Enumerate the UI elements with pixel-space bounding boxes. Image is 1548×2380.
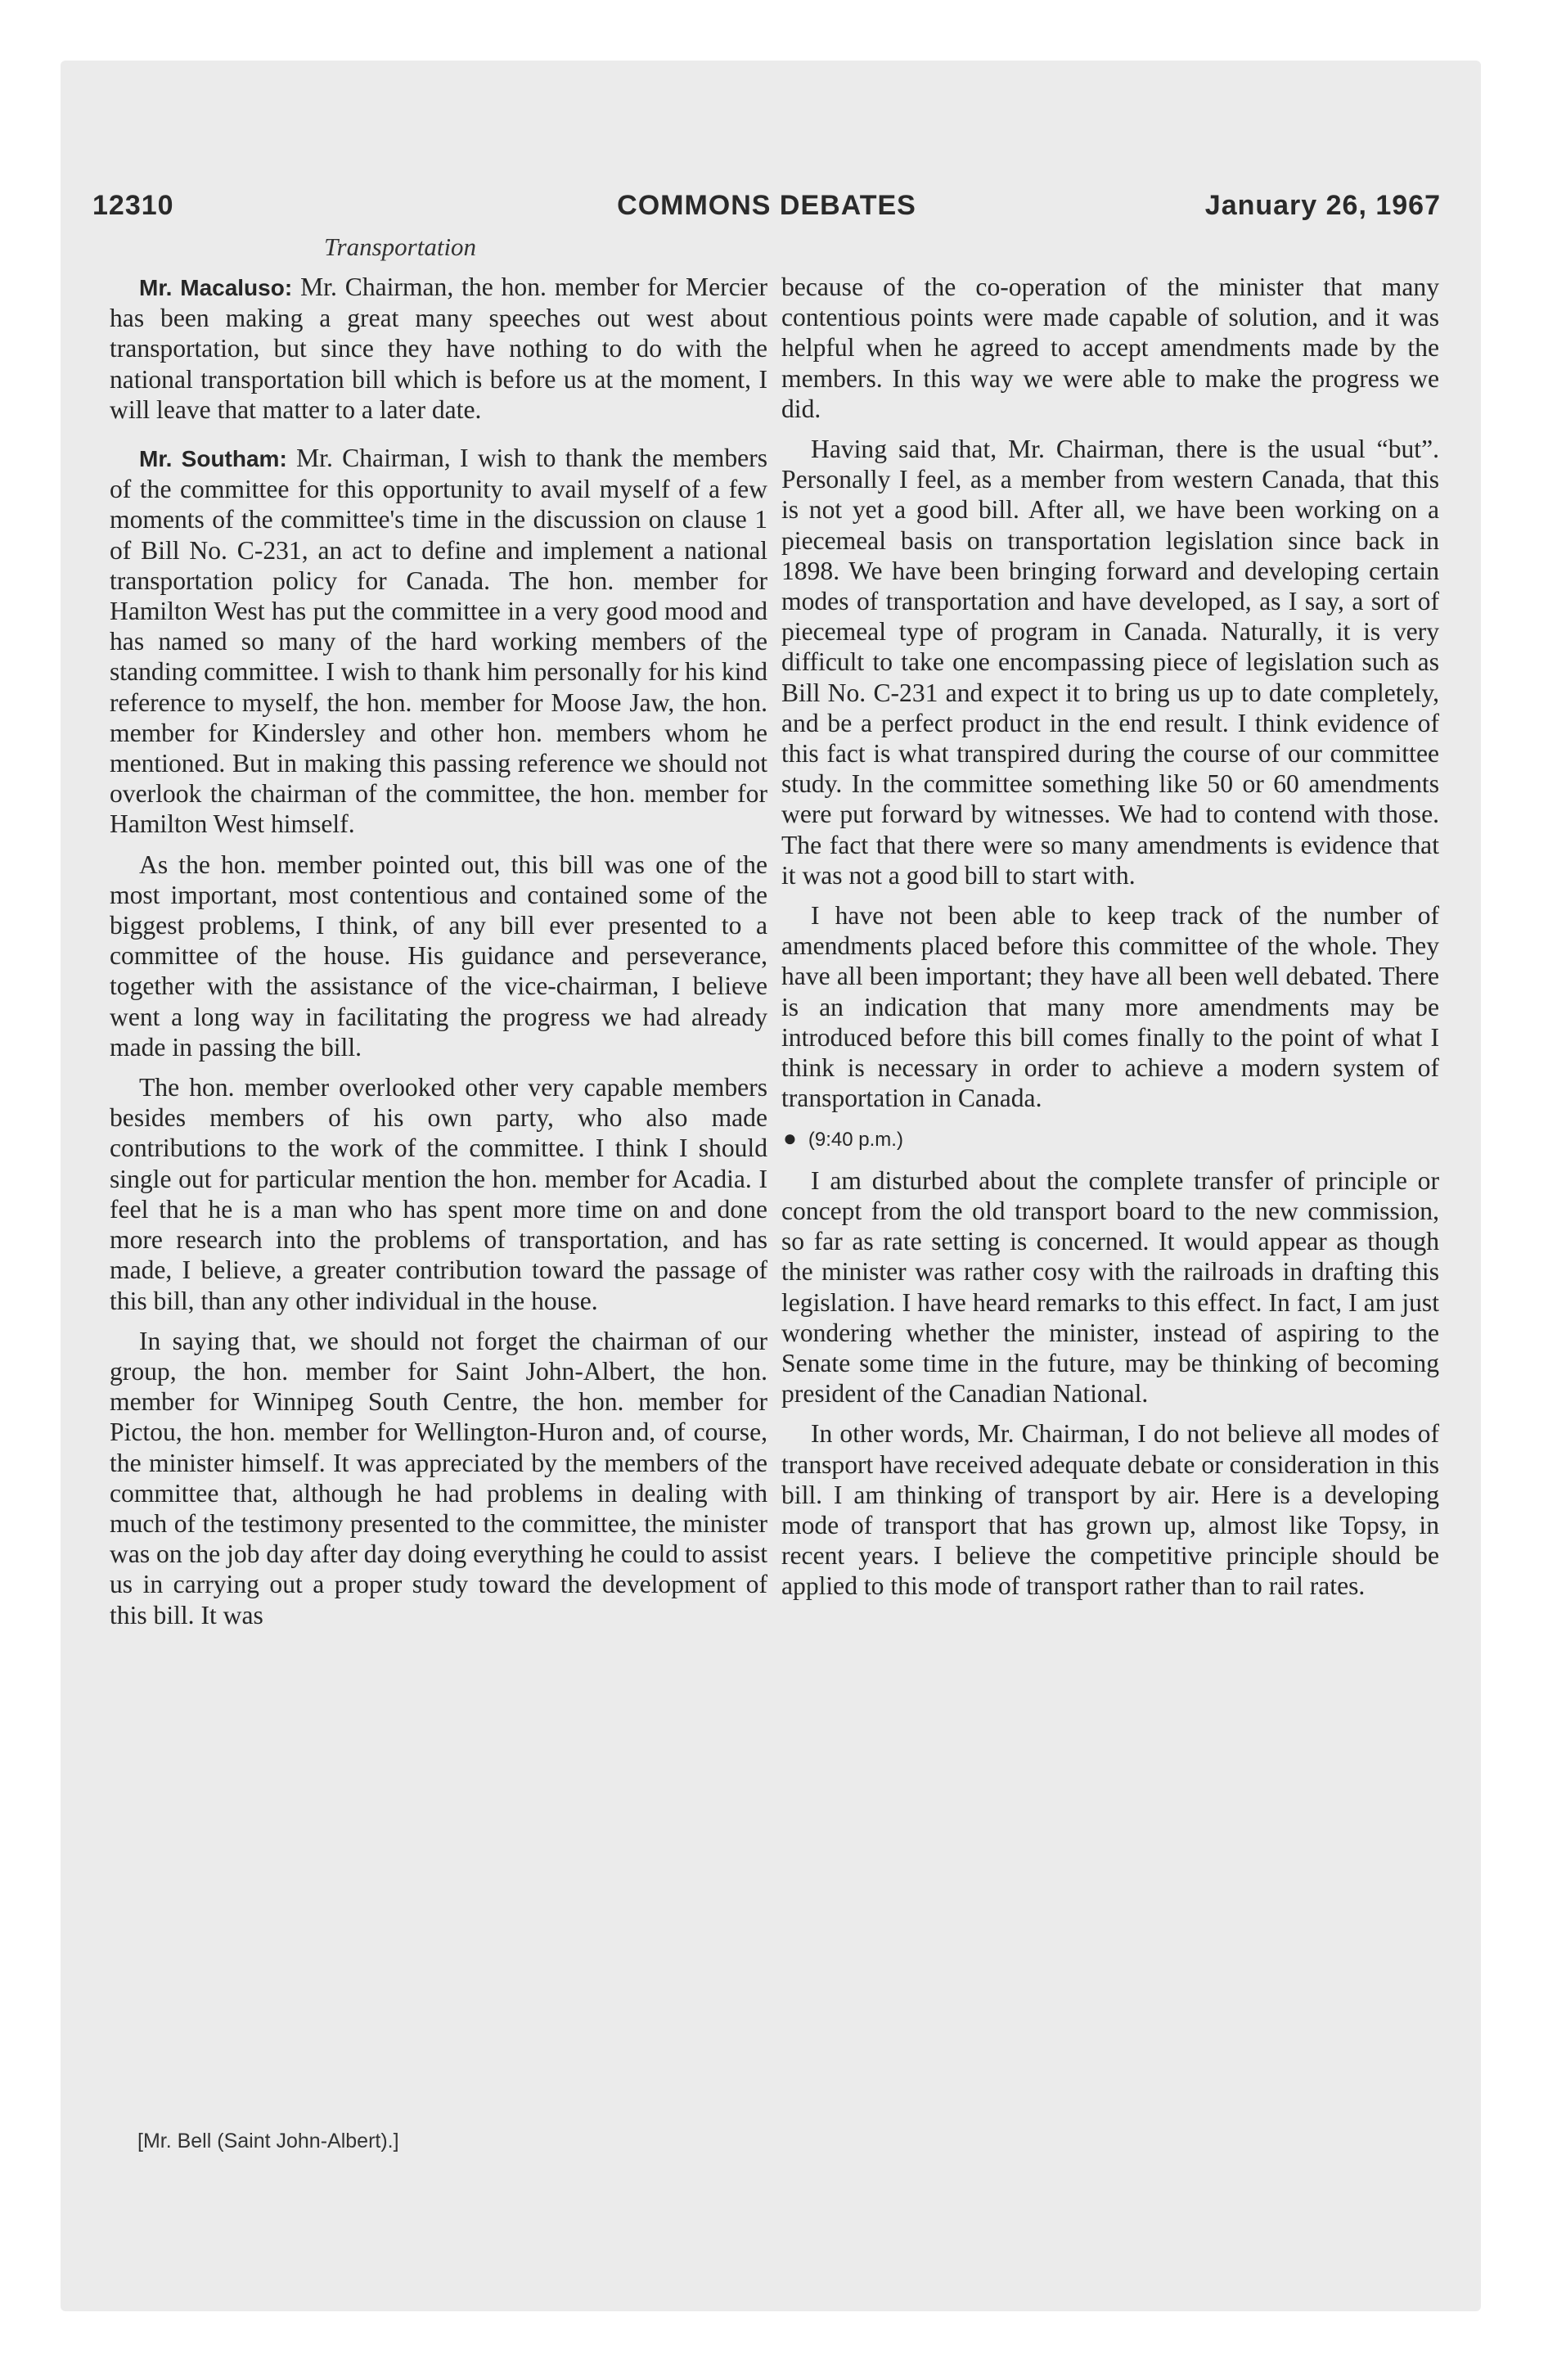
time-marker [781, 1123, 1439, 1155]
paragraph [781, 1418, 1439, 1601]
paragraph-text: In saying that, we should not forget the chairman of our group, the hon. member for Saint John-Albert, the hon. member for Winnipeg South Centre, the hon. member for Pictou, the hon. member for Wellington-Huron and, of course, the minister himself. It was appreciated by the members of the committee that, although he had problems in dealing with much of the testimony presented to the committee, the minister was on the job day after day doing everything he could to assist us in carrying out a proper study toward the development of this bill. It was [110, 1326, 767, 1629]
paragraph [781, 1165, 1439, 1409]
paragraph [781, 900, 1439, 1113]
publication-title: COMMONS DEBATES [617, 190, 916, 221]
time-marker-text: (9:40 p.m.) [808, 1129, 903, 1152]
speaker-name: Mr. Macaluso: [139, 275, 293, 300]
paragraph-text: because of the co-operation of the minister that many contentious points were made capable of solution, and it was helpful when he agreed to accept amendments made by the members. In this way we were able to make the progress we did. [781, 273, 1439, 423]
page-header [92, 190, 1441, 231]
subject-heading: Transportation [324, 232, 477, 261]
paragraph [781, 272, 1439, 424]
bullet-icon: ● [783, 1125, 797, 1152]
paragraph [781, 434, 1439, 890]
right-column [781, 272, 1439, 1611]
paragraph-text: I have not been able to keep track of the number of amendments placed before this committee of the whole. They have all been important; they have all been well debated. There is an indication that many more amendments may be introduced before this bill comes finally to the point of what I think is necessary in order to achieve a modern system of transportation in Canada. [781, 901, 1439, 1113]
paragraph-text: In other words, Mr. Chairman, I do not believe all modes of transport have received adequate debate or consideration in this bill. I am thinking of transport by air. Here is a developing mode of transport that has grown up, almost like Topsy, in recent years. I believe the competitive principle should be applied to this mode of transport rather than to rail rates. [781, 1419, 1439, 1601]
speaker-name: Mr. Southam: [139, 446, 287, 472]
paragraph-text: I am disturbed about the complete transfer of principle or concept from the old transport board to the new commission, so far as rate setting is concerned. It would appear as though the minister was rather cosy with the railroads in drafting this legislation. I have heard remarks to this effect. In fact, I am just wondering whether the minister, instead of aspiring to the Senate some time in the future, may be thinking of becoming president of the Canadian National. [781, 1165, 1439, 1409]
header-date: January 26, 1967 [1204, 190, 1441, 221]
paragraph-text: As the hon. member pointed out, this bill was one of the most important, most contentious and contained some of the biggest problems, I think, of any bill ever presented to a committee of the house. His guidance and perseverance, together with the assistance of the vice-chairman, I believe went a long way in facilitating the progress we had already made in passing the bill. [110, 850, 767, 1062]
page-number: 12310 [92, 190, 174, 221]
paragraph [110, 1072, 767, 1316]
paragraph-text: Mr. Chairman, I wish to thank the members of the committee for this opportunity to avail myself of a few moments of the committee's time in the discussion on clause 1 of Bill No. C-231, an act to define and implement a national transportation policy for Canada. The hon. member for Hamilton West has put the committee in a very good mood and has named so many of the hard working members of the standing committee. I wish to thank him personally for his kind reference to myself, the hon. member for Moose Jaw, the hon. member for Kindersley and other hon. members whom he mentioned. But in making this passing reference we should not overlook the chairman of the committee, the hon. member for Hamilton West himself. [110, 444, 767, 839]
paragraph-text: Mr. Chairman, the hon. member for Mercier has been making a great many speeches out west about transportation, but since they have nothing to do with the national transportation bill which is before us at the moment, I will leave that matter to a later date. [110, 273, 767, 424]
left-column [110, 272, 767, 1640]
paragraph [110, 272, 767, 425]
speaker-footer: [Mr. Bell (Saint John-Albert).] [137, 2130, 399, 2152]
paragraph [110, 850, 767, 1062]
paragraph [110, 443, 767, 840]
paragraph-text: The hon. member overlooked other very capable members besides members of his own party, who also made contributions to the work of the committee. I think I should single out for particular mention the hon. member for Acadia. I feel that he is a man who has spent more time on and done more research into the problems of transportation, and has made, I believe, a greater contribution toward the passage of this bill, than any other individual in the house. [110, 1073, 767, 1315]
paragraph [110, 1326, 767, 1630]
paragraph-text: Having said that, Mr. Chairman, there is the usual “but”. Personally I feel, as a member from western Canada, that this is not yet a good bill. After all, we have been working on a piecemeal basis on transportation legislation since back in 1898. We have been bringing forward and developing certain modes of transportation and have developed, as I say, a sort of piecemeal type of program in Canada. Naturally, it is very difficult to take one encompassing piece of legislation such as Bill No. C-231 and expect it to bring us up to date completely, and be a perfect product in the end result. I think evidence of this fact is what transpired during the course of our committee study. In the committee something like 50 or 60 amendments were put forward by witnesses. We had to contend with those. The fact that there were so many amendments is evidence that it was not a good bill to start with. [781, 435, 1439, 890]
